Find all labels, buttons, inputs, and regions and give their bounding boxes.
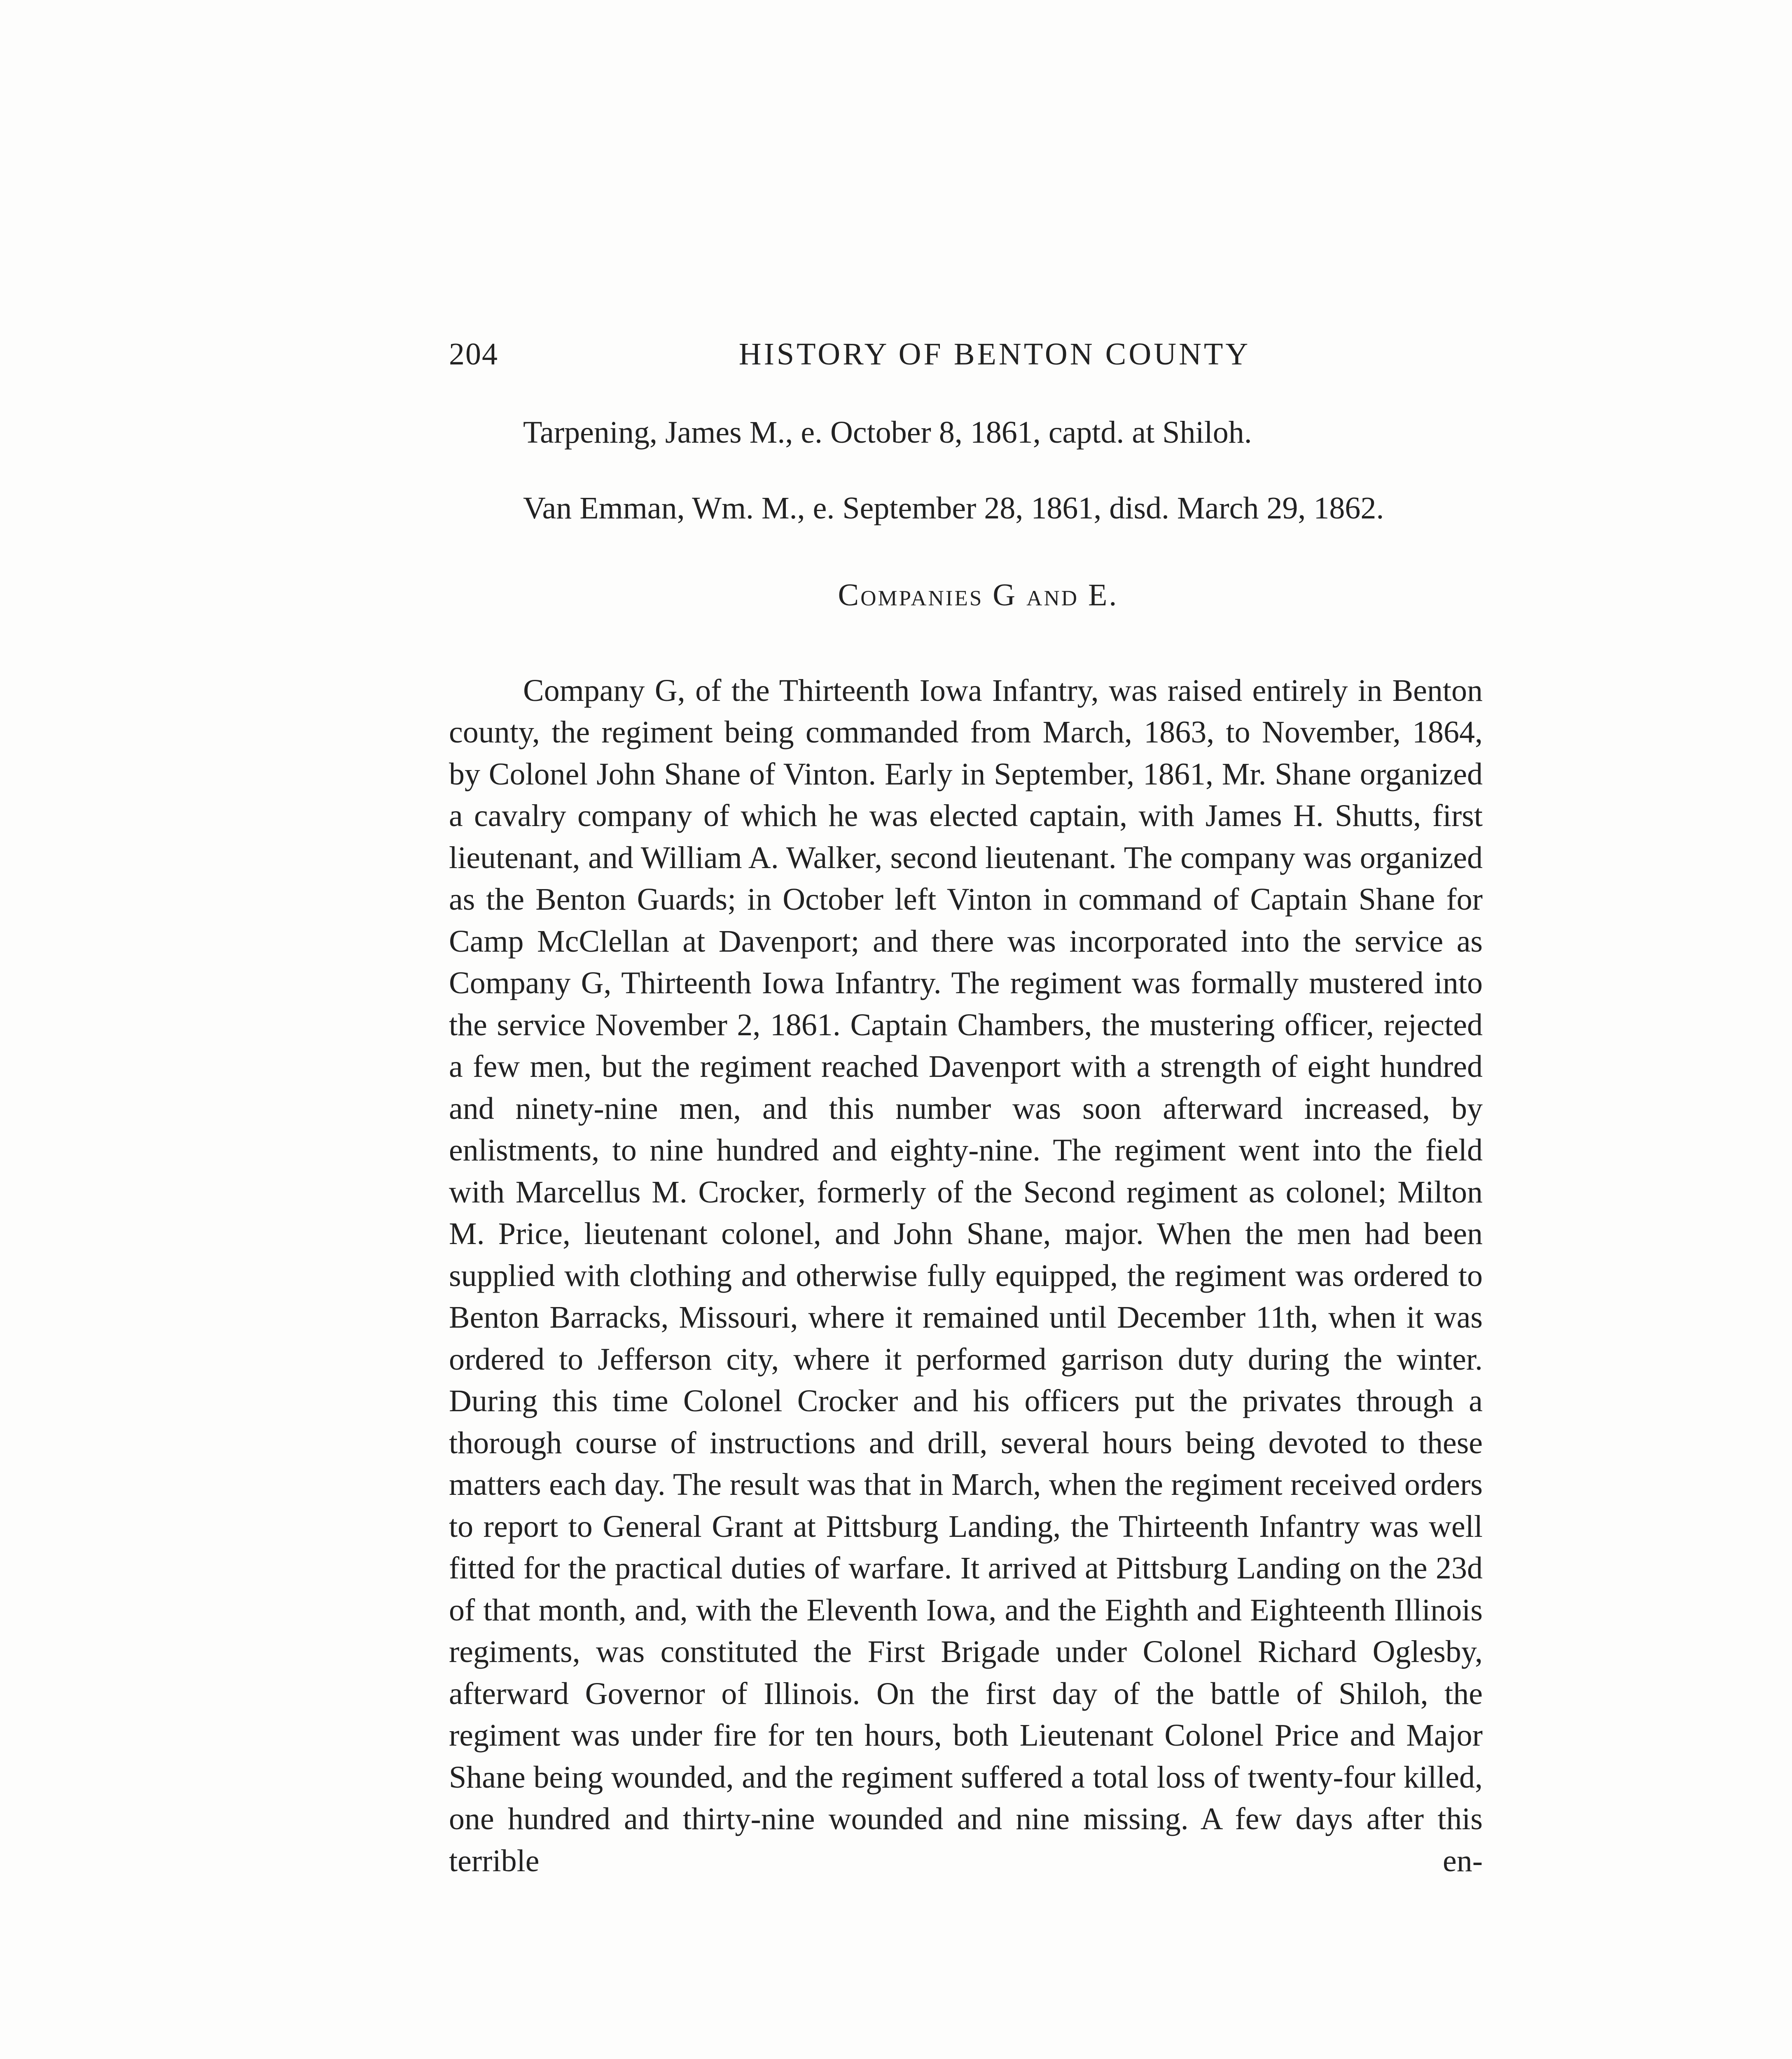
page-body	[449, 412, 1483, 1882]
roster-entry: Tarpening, James M., e. October 8, 1861, captd. at Shiloh.	[523, 415, 1252, 450]
section-heading: Companies G and E.	[838, 578, 1119, 612]
page-number: 204	[449, 337, 498, 371]
section-paragraph: Company G, of the Thirteenth Iowa Infantry, was raised entirely in Benton county, the regiment being commanded from March, 1863, to November, 1864, by Colonel John Shane of Vinton. Early in September, 1861, Mr. Shane organized a cavalry company of which he was elected captain, with James H. Shutts, first lieutenant, and William A. Walker, second lieutenant. The company was organized as the Benton Guards; in October left Vinton in command of Captain Shane for Camp McClellan at Davenport; and there was incorporated into the service as Company G, Thirteenth Iowa Infantry. The regiment was formally mustered into the service November 2, 1861. Captain Chambers, the mustering officer, rejected a few men, but the regiment reached Davenport with a strength of eight hundred and ninety-nine men, and this number was soon afterward increased, by enlistments, to nine hundred and eighty-nine. The regiment went into the field with Marcellus M. Crocker, formerly of the Second regiment as colonel; Milton M. Price, lieutenant colonel, and John Shane, major. When the men had been supplied with clothing and otherwise fully equipped, the regiment was ordered to Benton Barracks, Missouri, where it remained until December 11th, when it was ordered to Jefferson city, where it performed garrison duty during the winter. During this time Colonel Crocker and his officers put the privates through a thorough course of instructions and drill, several hours being devoted to these matters each day. The result was that in March, when the regiment received orders to report to General Grant at Pittsburg Landing, the Thirteenth Infantry was well fitted for the practical duties of warfare. It arrived at Pittsburg Landing on the 23d of that month, and, with the Eleventh Iowa, and the Eighth and Eighteenth Illinois regiments, was constituted the First Brigade under Colonel Richard Oglesby, afterward Governor of Illinois. On the first day of the battle of Shiloh, the regiment was under fire for ten hours, both Lieutenant Colonel Price and Major Shane being wounded, and the regiment suffered a total loss of twenty-four killed, one hundred and thirty-nine wounded and nine missing. A few days after this terrible en-	[449, 673, 1483, 1878]
running-title: HISTORY OF BENTON COUNTY	[738, 337, 1251, 371]
page-header	[449, 331, 1483, 377]
roster-entry: Van Emman, Wm. M., e. September 28, 1861, disd. March 29, 1862.	[523, 490, 1384, 525]
